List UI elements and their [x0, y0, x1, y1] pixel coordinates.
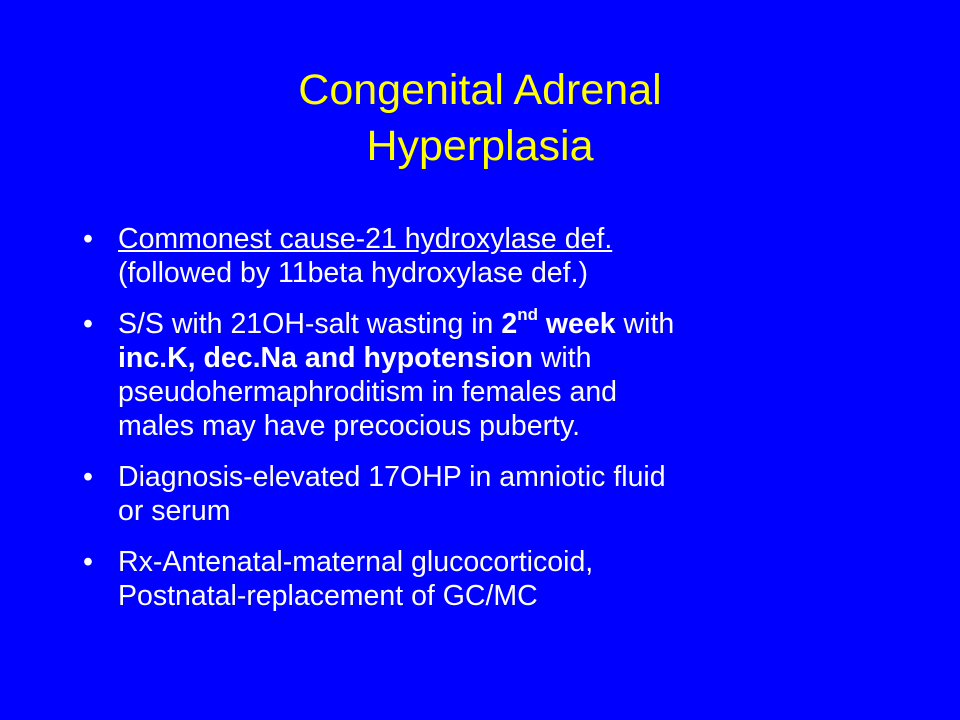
bullet-text: [118, 341, 880, 375]
bullet-item-diagnosis: [80, 460, 880, 528]
bullet-symbol: •: [83, 308, 93, 340]
text-segment: with: [615, 308, 675, 340]
bold-text: 2: [501, 308, 518, 340]
slide-title: [0, 62, 960, 174]
text-segment: S/S with 21OH-salt wasting in: [118, 308, 502, 340]
bullet-text: Rx-Antenatal-maternal glucocorticoid,: [118, 546, 594, 578]
bullet-symbol: •: [83, 461, 93, 493]
text-segment: with: [532, 342, 592, 374]
bullet-text: males may have precocious puberty.: [118, 410, 581, 442]
bullet-text: [118, 304, 880, 341]
bullet-text: Postnatal-replacement of GC/MC: [118, 580, 538, 612]
bullet-text: or serum: [118, 495, 231, 527]
title-line-1: Congenital Adrenal: [298, 66, 662, 114]
superscript: nd: [517, 304, 538, 324]
bold-text: week: [537, 308, 616, 340]
bullet-item-treatment: [80, 545, 880, 613]
bold-text: inc.K, dec.Na and hypotension: [118, 342, 533, 374]
bullet-text: pseudohermaphroditism in females and: [118, 376, 618, 408]
bullet-item-cause: [80, 222, 880, 290]
bullet-list: [80, 222, 880, 613]
bullet-text: (followed by 11beta hydroxylase def.): [118, 257, 588, 289]
title-line-2: Hyperplasia: [366, 122, 594, 170]
bullet-text: Commonest cause-21 hydroxylase def.: [118, 223, 613, 255]
bullet-symbol: •: [83, 546, 93, 578]
bullet-item-symptoms: [80, 304, 880, 443]
bullet-text: Diagnosis-elevated 17OHP in amniotic fluid: [118, 461, 666, 493]
bullet-symbol: •: [83, 223, 93, 255]
